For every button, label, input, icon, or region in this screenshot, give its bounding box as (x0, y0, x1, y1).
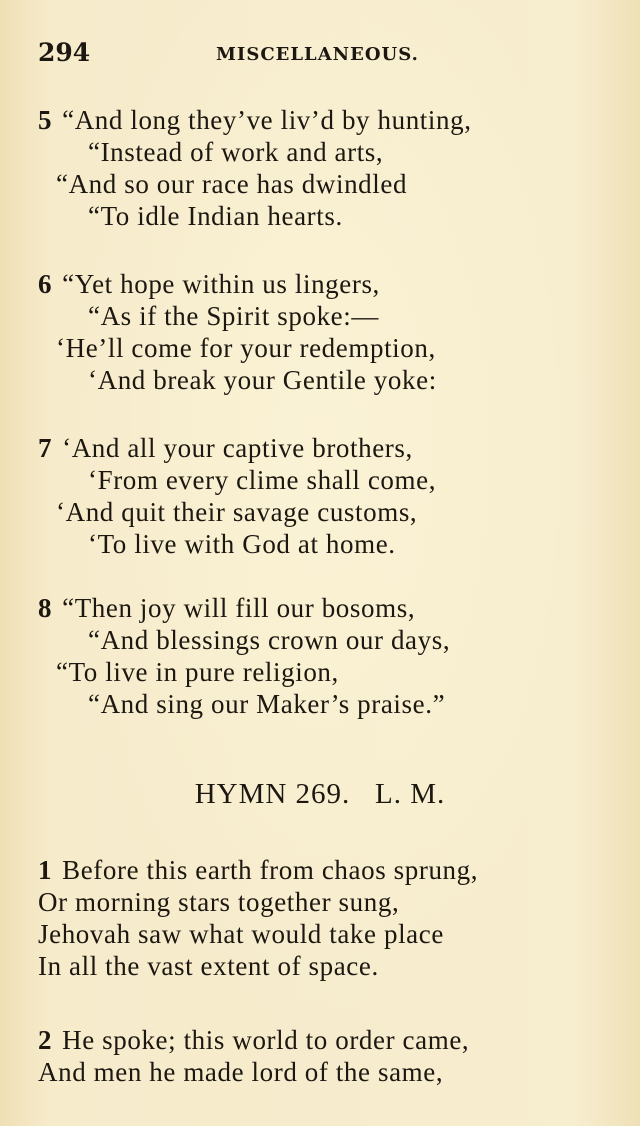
section-title: MISCELLANEOUS. (216, 44, 419, 65)
verse-line: In all the vast extent of space. (38, 951, 379, 981)
stanza-number: 5 (38, 105, 53, 135)
verse-number: 1 (38, 855, 53, 885)
verse-line: “And sing our Maker’s praise.” (88, 689, 446, 719)
verse-line: ‘He’ll come for your redemption, (56, 333, 436, 363)
verse-line: “Instead of work and arts, (88, 137, 384, 167)
hymn-title: HYMN 269. L. M. (194, 778, 446, 810)
stanza-number: 7 (38, 433, 53, 463)
verse-line: “And so our race has dwindled (56, 169, 408, 199)
verse-line: ‘To live with God at home. (88, 529, 396, 559)
stanza-number: 6 (38, 269, 53, 299)
verse-line: 2 He spoke; this world to order came, (38, 1025, 470, 1055)
page-number: 294 (38, 38, 91, 67)
verse-line: “To live in pure religion, (56, 657, 339, 687)
verse-line: 7 ‘And all your captive brothers, (38, 433, 413, 463)
running-head (38, 38, 438, 72)
verse-line: 5 “And long they’ve liv’d by hunting, (38, 105, 472, 135)
verse-line: And men he made lord of the same, (38, 1057, 444, 1087)
verse-line: ‘From every clime shall come, (88, 465, 437, 495)
verse-line: ‘And quit their savage customs, (56, 497, 418, 527)
verse-number: 2 (38, 1025, 53, 1055)
verse-line: “To idle Indian hearts. (88, 201, 343, 231)
verse-line: Jehovah saw what would take place (38, 919, 444, 949)
stanza-number: 8 (38, 593, 53, 623)
verse-line: “As if the Spirit spoke:— (88, 301, 379, 331)
verse-line: “And blessings crown our days, (88, 625, 451, 655)
verse-line: Or morning stars together sung, (38, 887, 400, 917)
verse-line: ‘And break your Gentile yoke: (88, 365, 437, 395)
verse-line: 8 “Then joy will fill our bosoms, (38, 593, 416, 623)
verse-line: 6 “Yet hope within us lingers, (38, 269, 380, 299)
verse-line: 1 Before this earth from chaos sprung, (38, 855, 479, 885)
